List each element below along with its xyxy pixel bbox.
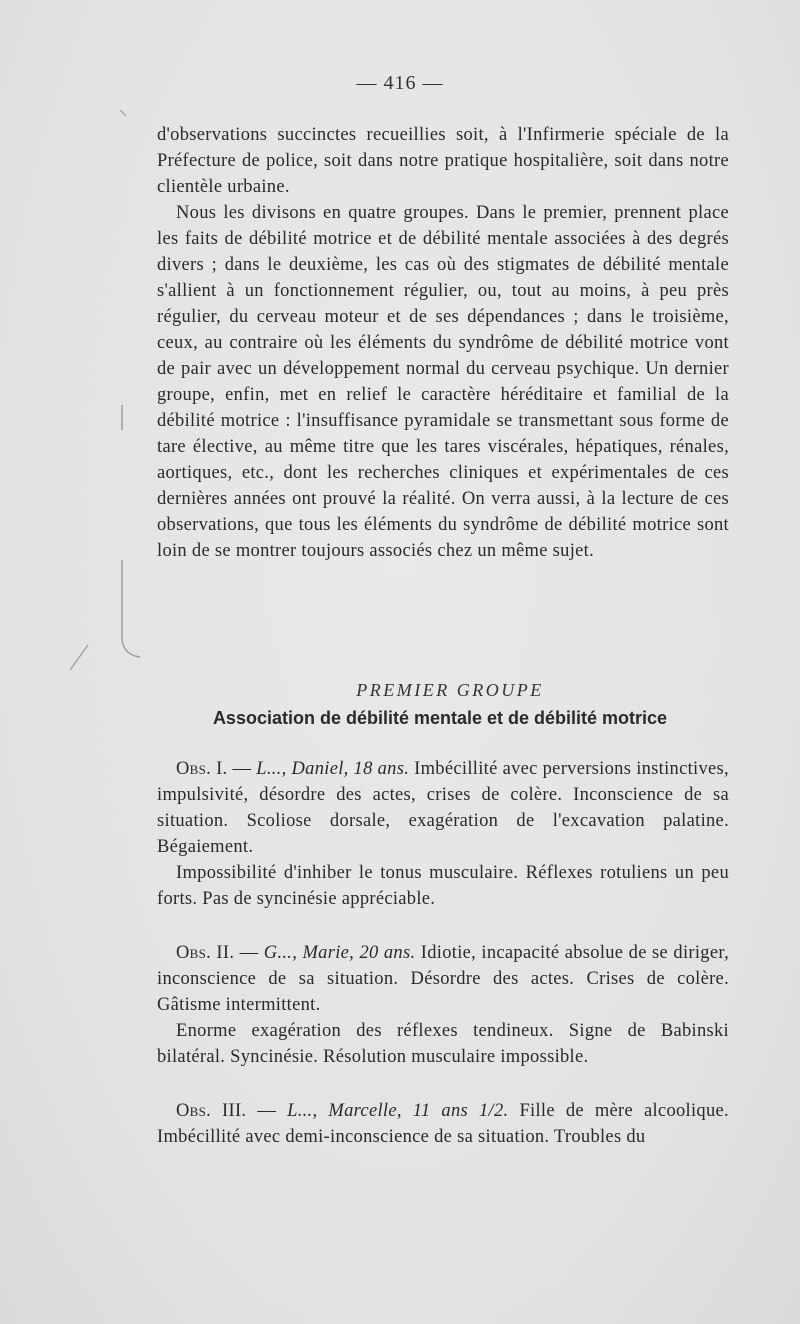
observation-dash: — bbox=[239, 943, 259, 963]
observation-patient: L..., Daniel, 18 ans. bbox=[256, 759, 410, 779]
paragraph: d'observations succinctes recueillies soit, à l'Infirmerie spéciale de la Préfecture de police, soit dans notre pratique hospitalière, soit dans notre clientèle urbaine. bbox=[157, 125, 729, 197]
observations bbox=[157, 756, 729, 1150]
observation-dash: — bbox=[257, 1101, 277, 1121]
spacer bbox=[157, 912, 729, 940]
observation-patient: L..., Marcelle, 11 ans 1/2. bbox=[287, 1101, 509, 1121]
page-number: — 416 — bbox=[356, 72, 444, 94]
body-text bbox=[157, 122, 729, 564]
margin-bracket-icon bbox=[122, 560, 140, 657]
margin-tick-icon bbox=[120, 110, 126, 116]
paragraph: Nous les divisons en quatre groupes. Dans le premier, prennent place les faits de débilité motrice et de débilité mentale associées à des degrés divers ; dans le deuxième, les cas où des stigmates de débilité mentale s'allient à un fonctionnement régulier, ou, tout au moins, à peu près régulier, du cerveau moteur et de ses dépendances ; dans le troisième, ceux, au contraire où les éléments du syndrôme de débilité motrice vont de pair avec un développement normal du cerveau psychique. Un dernier groupe, enfin, met en relief le caractère héréditaire et familial de la débilité motrice : l'insuffisance pyramidale se transmettant sous forme de tare élective, au même titre que les tares viscérales, hépatiques, rénales, aortiques, etc., dont les recherches cliniques et expérimentales de ces dernières années ont prouvé la réalité. On verra aussi, à la lecture de ces observations, que tous les éléments du syndrôme de débilité motrice sont loin de se montrer toujours associés chez un même sujet. bbox=[157, 203, 729, 561]
observation-text: Idiotie, incapacité absolue de se diriger, inconscience de sa situation. Désordre des actes. Crises de colère. Gâtisme intermittent. bbox=[157, 943, 729, 1015]
margin-tick-icon bbox=[70, 645, 88, 670]
observation-continuation: Enorme exagération des réflexes tendineux. Signe de Babinski bilatéral. Syncinésie. Résolution musculaire impossible. bbox=[157, 1021, 729, 1067]
observation-label: Obs. III. bbox=[176, 1101, 247, 1121]
observation-text: Imbécillité avec perversions instinctives, impulsivité, désordre des actes, crises de colère. Inconscience de sa situation. Scoliose dorsale, exagération de l'excavation palatine. Bégaiement. bbox=[157, 759, 729, 857]
observation-dash: — bbox=[232, 759, 252, 779]
spacer bbox=[157, 1070, 729, 1098]
observation-entry bbox=[157, 940, 729, 1018]
observation-entry bbox=[157, 756, 729, 860]
group-title: PREMIER GROUPE bbox=[356, 680, 544, 700]
observation-entry bbox=[157, 1098, 729, 1150]
observation-text: Fille de mère alcoolique. Imbécillité avec demi-inconscience de sa situation. Troubles du bbox=[157, 1101, 729, 1147]
observation-label: Obs. I. bbox=[176, 759, 228, 779]
observation-patient: G..., Marie, 20 ans. bbox=[263, 943, 416, 963]
section-heading: Association de débilité mentale et de débilité motrice bbox=[212, 708, 668, 728]
observation-continuation: Impossibilité d'inhiber le tonus musculaire. Réflexes rotuliens un peu forts. Pas de syncinésie appréciable. bbox=[157, 863, 729, 909]
observation-label: Obs. II. bbox=[176, 943, 235, 963]
